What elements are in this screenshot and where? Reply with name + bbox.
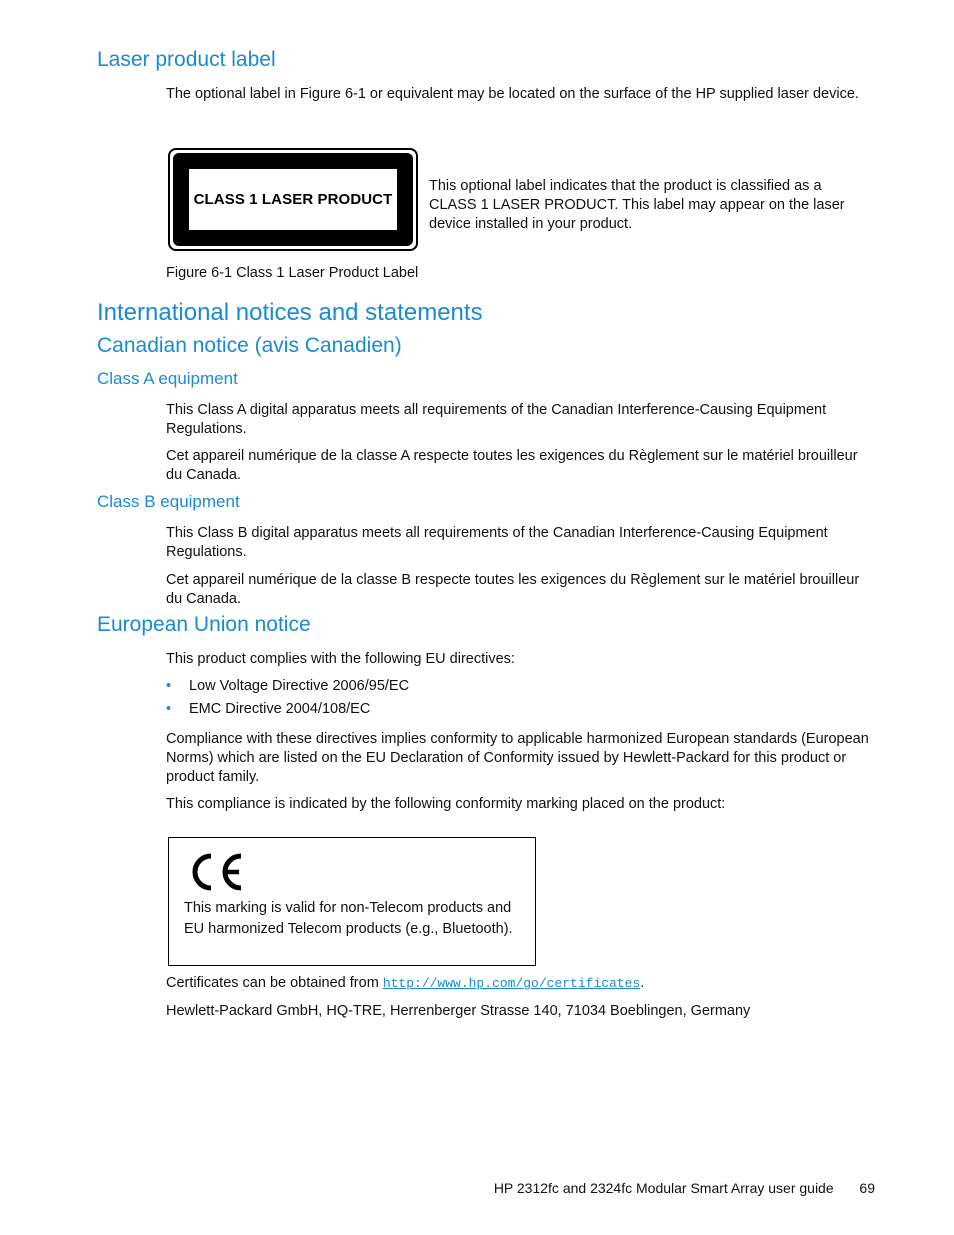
class-a-heading: Class A equipment: [97, 369, 238, 388]
class-a-french-text: Cet appareil numérique de la classe A respecte toutes les exigences du Règlement sur le matériel brouilleur du Canada.: [166, 448, 858, 483]
bullet-icon: •: [166, 701, 172, 717]
class-b-heading: Class B equipment: [97, 492, 240, 511]
ce-marking-text: This marking is valid for non-Telecom products and EU harmonized Telecom products (e.g., Bluetooth).: [184, 900, 513, 937]
laser-label-figure: [168, 148, 418, 251]
class-b-french-text: Cet appareil numérique de la classe B respecte toutes les exigences du Règlement sur le matériel brouilleur du Canada.: [166, 572, 860, 607]
guide-title: HP 2312fc and 2324fc Modular Smart Array user guide: [493, 1180, 834, 1196]
laser-label-text: CLASS 1 LASER PRODUCT: [189, 169, 397, 230]
list-item: • EMC Directive 2004/108/EC: [166, 698, 766, 721]
page-footer: [494, 1180, 875, 1196]
hp-address-text: Hewlett-Packard GmbH, HQ-TRE, Herrenberger Strasse 140, 71034 Boeblingen, Germany: [166, 1003, 751, 1019]
page-number: 69: [859, 1180, 875, 1196]
class-b-english-text: This Class B digital apparatus meets all requirements of the Canadian Interference-Causing Equipment Regulations.: [166, 525, 828, 560]
canadian-notice-heading: Canadian notice (avis Canadien): [97, 334, 402, 357]
ce-mark-icon: [185, 850, 247, 894]
eu-notice-heading: European Union notice: [97, 613, 311, 636]
laser-intro-text: The optional label in Figure 6-1 or equivalent may be located on the surface of the HP supplied laser device.: [166, 86, 859, 102]
ce-marking-box: [168, 837, 536, 966]
bullet-icon: •: [166, 678, 172, 694]
eu-marking-intro: This compliance is indicated by the following conformity marking placed on the product:: [166, 796, 726, 812]
figure-caption: Figure 6-1 Class 1 Laser Product Label: [166, 265, 419, 281]
eu-directives-list: [166, 675, 766, 721]
eu-compliance-text: Compliance with these directives implies conformity to applicable harmonized European standards (European Norms) which are listed on the EU Declaration of Conformity issued by Hewlett-Packard for this product or product family.: [166, 731, 869, 785]
certificates-line: Certificates can be obtained from http://www.hp.com/go/certificates.: [166, 975, 645, 991]
list-item: • Low Voltage Directive 2006/95/EC: [166, 675, 766, 698]
laser-label-description: This optional label indicates that the product is classified as a CLASS 1 LASER PRODUCT. This label may appear on the laser device installed in your product.: [429, 178, 845, 232]
eu-intro-text: This product complies with the following EU directives:: [166, 651, 515, 667]
certificates-link[interactable]: http://www.hp.com/go/certificates: [382, 976, 641, 991]
class-a-english-text: This Class A digital apparatus meets all requirements of the Canadian Interference-Causing Equipment Regulations.: [166, 402, 827, 437]
international-notices-heading: International notices and statements: [97, 299, 483, 326]
laser-product-label-heading: Laser product label: [97, 48, 276, 71]
